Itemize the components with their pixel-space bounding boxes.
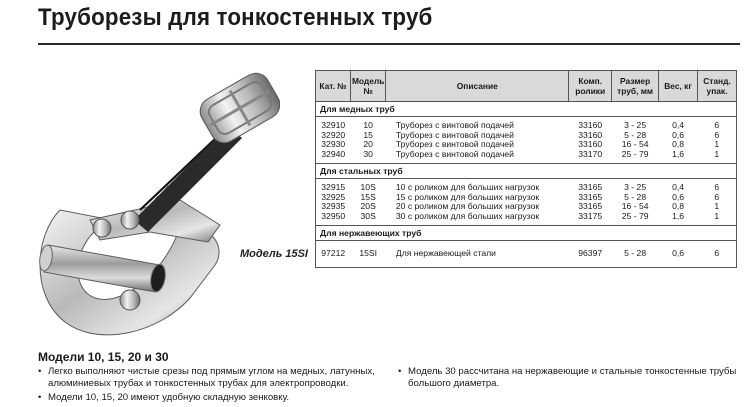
- group-copper: [316, 102, 737, 164]
- cell-cat: 32915: [321, 182, 346, 193]
- bullets-right: [398, 366, 738, 392]
- group-label: Для нержавеющих труб: [316, 226, 737, 241]
- header-weight: Вес, кг: [659, 71, 698, 102]
- cell-cat: 32930: [321, 139, 346, 150]
- cell-desc: Для нержавеющей стали: [386, 241, 569, 267]
- group-label: Для стальных труб: [316, 164, 737, 179]
- cell-pack: 6: [697, 241, 736, 267]
- table-row: [316, 241, 737, 267]
- group-steel: [316, 164, 737, 226]
- cell-model: 10S: [360, 182, 376, 193]
- cell-desc: 20 с роликом для больших нагрузок: [395, 201, 540, 212]
- models-heading: Модели 10, 15, 20 и 30: [38, 350, 169, 364]
- header-size: Размер труб, мм: [612, 71, 659, 102]
- cell-weight: 0,8: [672, 139, 685, 150]
- cell-pack: 6: [714, 182, 720, 193]
- cell-pack: 1: [714, 139, 720, 150]
- cell-weight: 0,6: [672, 129, 685, 140]
- cell-desc: Труборез с винтовой подачей: [395, 129, 514, 140]
- cell-desc: Труборез с винтовой подачей: [395, 120, 514, 131]
- bullets-left: [38, 366, 383, 406]
- table-row: [316, 179, 737, 193]
- cell-weight: 0,8: [672, 201, 685, 212]
- title-rule: [38, 43, 740, 45]
- cell-rollers: 33165: [578, 182, 603, 193]
- cell-size: 25 - 79: [621, 210, 649, 221]
- cell-desc: 30 с роликом для больших нагрузок: [395, 210, 540, 221]
- cell-desc: 10 с роликом для больших нагрузок: [395, 182, 540, 193]
- model-caption: Модель 15SI: [240, 248, 308, 260]
- cell-model: 15S: [360, 191, 376, 202]
- cell-rollers: 33160: [578, 129, 603, 140]
- cell-rollers: 33165: [578, 201, 603, 212]
- header-cat: Кат. №: [316, 71, 351, 102]
- tube-cutter-photo: [30, 60, 280, 345]
- cell-pack: 1: [714, 210, 720, 221]
- header-pack: Станд. упак.: [697, 71, 736, 102]
- cell-size: 3 - 25: [624, 120, 647, 131]
- cell-model: 30: [363, 148, 373, 159]
- cell-size: 5 - 28: [624, 191, 647, 202]
- cell-desc: Труборез с винтовой подачей: [395, 139, 514, 150]
- cell-size: 16 - 54: [621, 201, 649, 212]
- cell-size: 16 - 54: [621, 139, 649, 150]
- bullet-item: • Легко выполняют чистые срезы под прямым углом на медных, латунных, алюминиевых трубах и тонкостенных трубах для электропроводки.: [38, 366, 383, 390]
- cell-size: 25 - 79: [621, 148, 649, 159]
- group-stainless: [316, 226, 737, 268]
- cell-weight: 0,4: [672, 182, 685, 193]
- cell-model: 20: [363, 139, 373, 150]
- table-row: [316, 117, 737, 131]
- cell-rollers: 96397: [569, 241, 612, 267]
- cell-desc: 15 с роликом для больших нагрузок: [395, 191, 540, 202]
- group-label: Для медных труб: [316, 102, 737, 117]
- cell-rollers: 33160: [578, 120, 603, 131]
- page-title: Труборезы для тонкостенных труб: [38, 4, 433, 31]
- cell-weight: 0,6: [672, 191, 685, 202]
- spec-table: [315, 70, 737, 268]
- cell-size: 5 - 28: [612, 241, 659, 267]
- cell-rollers: 33160: [578, 139, 603, 150]
- cell-cat: 32910: [321, 120, 346, 131]
- bullet-item: • Модели 10, 15, 20 имеют удобную складную зенковку.: [38, 392, 383, 404]
- header-model: Модель №: [350, 71, 385, 102]
- cell-pack: 6: [714, 129, 720, 140]
- cell-cat: 32940: [321, 148, 346, 159]
- table-row: [316, 212, 737, 226]
- cell-weight: 0,6: [659, 241, 698, 267]
- cell-cat: 32920: [321, 129, 346, 140]
- cell-model: 10: [363, 120, 373, 131]
- cell-pack: 6: [714, 120, 720, 131]
- cell-pack: 6: [714, 191, 720, 202]
- cell-rollers: 33165: [578, 191, 603, 202]
- cell-model: 15: [363, 129, 373, 140]
- cell-cat: 32950: [321, 210, 346, 221]
- cell-cat: 32925: [321, 191, 346, 202]
- cell-size: 3 - 25: [624, 182, 647, 193]
- cell-rollers: 33175: [578, 210, 603, 221]
- cell-model: 30S: [360, 210, 376, 221]
- header-rollers: Комп. ролики: [569, 71, 612, 102]
- cell-weight: 1,6: [672, 148, 685, 159]
- cell-weight: 1,6: [672, 210, 685, 221]
- bullet-item: • Модель 30 рассчитана на нержавеющие и стальные тонкостенные трубы большого диаметра.: [398, 366, 738, 390]
- table-row: [316, 150, 737, 164]
- cell-cat: 32935: [321, 201, 346, 212]
- table-header-row: [316, 71, 737, 102]
- cell-pack: 1: [714, 148, 720, 159]
- cell-size: 5 - 28: [624, 129, 647, 140]
- cell-model: 20S: [360, 201, 376, 212]
- header-desc: Описание: [386, 71, 569, 102]
- cell-pack: 1: [714, 201, 720, 212]
- cell-cat: 97212: [316, 241, 351, 267]
- cell-weight: 0,4: [672, 120, 685, 131]
- cell-desc: Труборез с винтовой подачей: [395, 148, 514, 159]
- cell-rollers: 33170: [578, 148, 603, 159]
- cell-model: 15SI: [350, 241, 385, 267]
